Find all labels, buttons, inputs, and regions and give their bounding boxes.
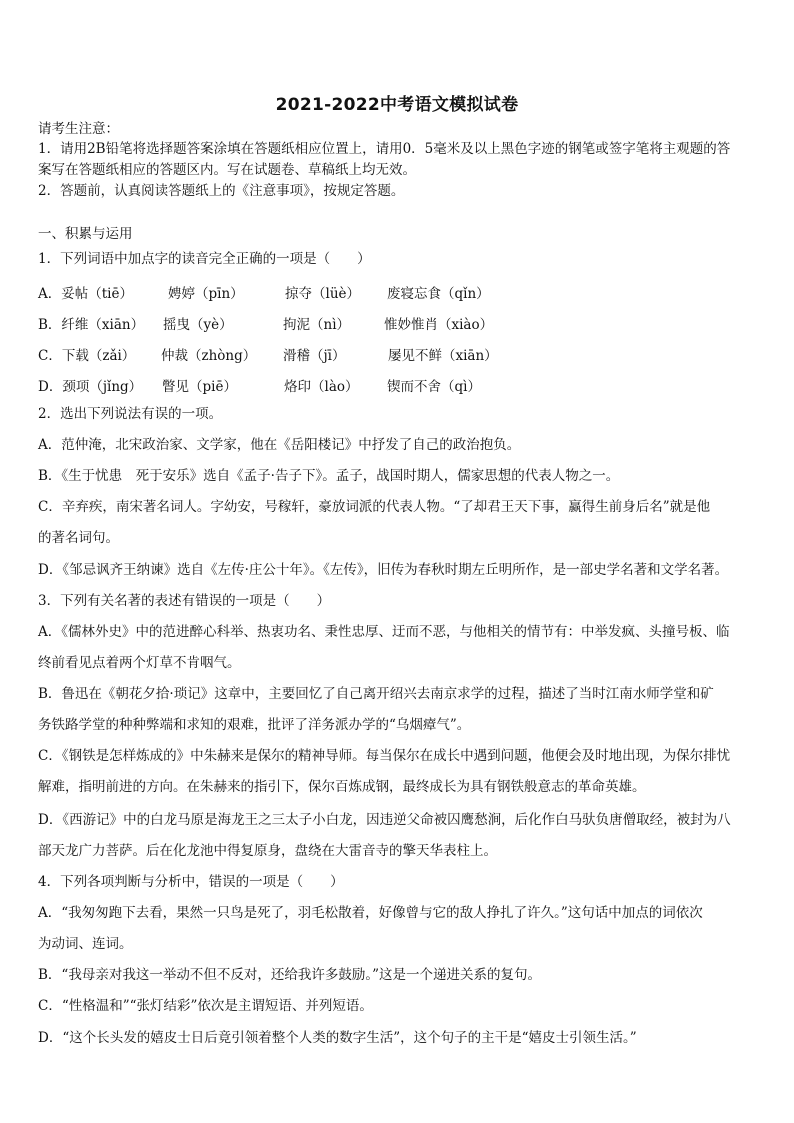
question-4-stem: 4．下列各项判断与分析中，错误的一项是（ ）	[38, 874, 344, 890]
option-a-word-3: 掠夺（lüè）	[285, 286, 361, 302]
option-b-word-4: 惟妙惟肖（xiào）	[384, 317, 494, 333]
question-3-option-d-line-2: 部天龙广力菩萨。后在化龙池中得复原身，盘绕在大雷音寺的擎天华表柱上。	[38, 843, 497, 859]
question-3-option-c-line-1: C．《钢铁是怎样炼成的》中朱赫来是保尔的精神导师。每当保尔在成长中遇到问题，他便会及时地出现，为保尔排忧	[38, 748, 731, 764]
option-c-word-2: 仲裁（zhòng）	[161, 348, 257, 364]
question-3-option-b-line-1: B．鲁迅在《朝花夕拾·琐记》这章中，主要回忆了自己离开绍兴去南京求学的过程，描述了当时江南水师学堂和矿	[38, 686, 714, 702]
option-a-word-1: A．妥帖（tiē）	[38, 286, 133, 302]
section-heading: 一、积累与运用	[38, 226, 133, 242]
question-4-option-d: D．“这个长头发的嬉皮士日后竟引领着整个人类的数字生活”，这个句子的主干是“嬉皮士引领生活。”	[38, 1030, 637, 1046]
option-c-word-1: C．下载（zǎi）	[38, 348, 136, 364]
question-3-option-d-line-1: D．《西游记》中的白龙马原是海龙王之三太子小白龙，因违逆父命被囚鹰愁涧，后化作白马驮负唐僧取经，被封为八	[38, 812, 731, 828]
question-2-stem: 2．选出下列说法有误的一项。	[38, 406, 223, 422]
option-b-word-1: B．纤维（xiān）	[38, 317, 145, 333]
option-b-word-3: 拘泥（nì）	[283, 317, 351, 333]
option-d-word-2: 瞥见（piē）	[162, 379, 237, 395]
question-2-option-b: B．《生于忧患 死于安乐》选自《孟子·告子下》。孟子，战国时期人，儒家思想的代表人物之一。	[38, 468, 620, 484]
option-c-word-3: 滑稽（jī）	[283, 348, 346, 364]
notice-item-2: 2．答题前，认真阅读答题纸上的《注意事项》，按规定答题。	[38, 183, 405, 199]
option-d-word-4: 锲而不舍（qì）	[387, 379, 481, 395]
notice-heading: 请考生注意：	[38, 121, 119, 137]
notice-item-1-line-2: 案写在答题纸相应的答题区内。写在试题卷、草稿纸上均无效。	[38, 162, 416, 178]
question-3-option-c-line-2: 解难，指明前进的方向。在朱赫来的指引下，保尔百炼成钢，最终成长为具有钢铁般意志的革命英雄。	[38, 779, 646, 795]
question-2-option-c-line-1: C．辛弃疾，南宋著名词人。字幼安，号稼轩，豪放词派的代表人物。“了却君王天下事，赢得生前身后名”就是他	[38, 499, 711, 515]
option-a-word-4: 废寝忘食（qǐn）	[387, 286, 490, 302]
question-3-stem: 3．下列有关名著的表述有错误的一项是（ ）	[38, 593, 331, 609]
option-c-word-4: 屡见不鲜（xiān）	[388, 348, 498, 364]
question-3-option-b-line-2: 务铁路学堂的种种弊端和求知的艰难，批评了洋务派办学的“乌烟瘴气”。	[38, 717, 471, 733]
option-d-word-1: D．颈项（jǐng）	[38, 379, 143, 395]
question-4-option-b: B．“我母亲对我这一举动不但不反对，还给我许多鼓励。”这是一个递进关系的复句。	[38, 967, 541, 983]
exam-title: 2021-2022中考语文模拟试卷	[275, 95, 519, 115]
question-4-option-c: C．“性格温和”“张灯结彩”依次是主谓短语、并列短语。	[38, 998, 373, 1014]
question-2-option-c-line-2: 的著名词句。	[38, 530, 119, 546]
option-a-word-2: 娉婷（pīn）	[168, 286, 244, 302]
question-3-option-a-line-2: 终前看见点着两个灯草不肯咽气。	[38, 655, 241, 671]
notice-item-1-line-1: 1．请用2B铅笔将选择题答案涂填在答题纸相应位置上，请用0．5毫米及以上黑色字迹的钢笔或签字笔将主观题的答	[38, 141, 731, 157]
question-2-option-a: A．范仲淹，北宋政治家、文学家，他在《岳阳楼记》中抒发了自己的政治抱负。	[38, 437, 521, 453]
option-d-word-3: 烙印（lào）	[284, 379, 359, 395]
question-3-option-a-line-1: A．《儒林外史》中的范进醉心科举、热衷功名、秉性忠厚、迂而不恶，与他相关的情节有：中举发疯、头撞号板、临	[38, 624, 730, 640]
question-4-option-a-line-2: 为动词、连词。	[38, 936, 133, 952]
question-1-stem: 1．下列词语中加点字的读音完全正确的一项是（ ）	[38, 251, 371, 267]
option-b-word-2: 摇曳（yè）	[163, 317, 233, 333]
question-2-option-d: D．《邹忌讽齐王纳谏》选自《左传·庄公十年》。《左传》，旧传为春秋时期左丘明所作，是一部史学名著和文学名著。	[38, 562, 729, 578]
question-4-option-a-line-1: A．“我匆匆跑下去看，果然一只鸟是死了，羽毛松散着，好像曾与它的敌人挣扎了许久。”这句话中加点的词依次	[38, 905, 703, 921]
